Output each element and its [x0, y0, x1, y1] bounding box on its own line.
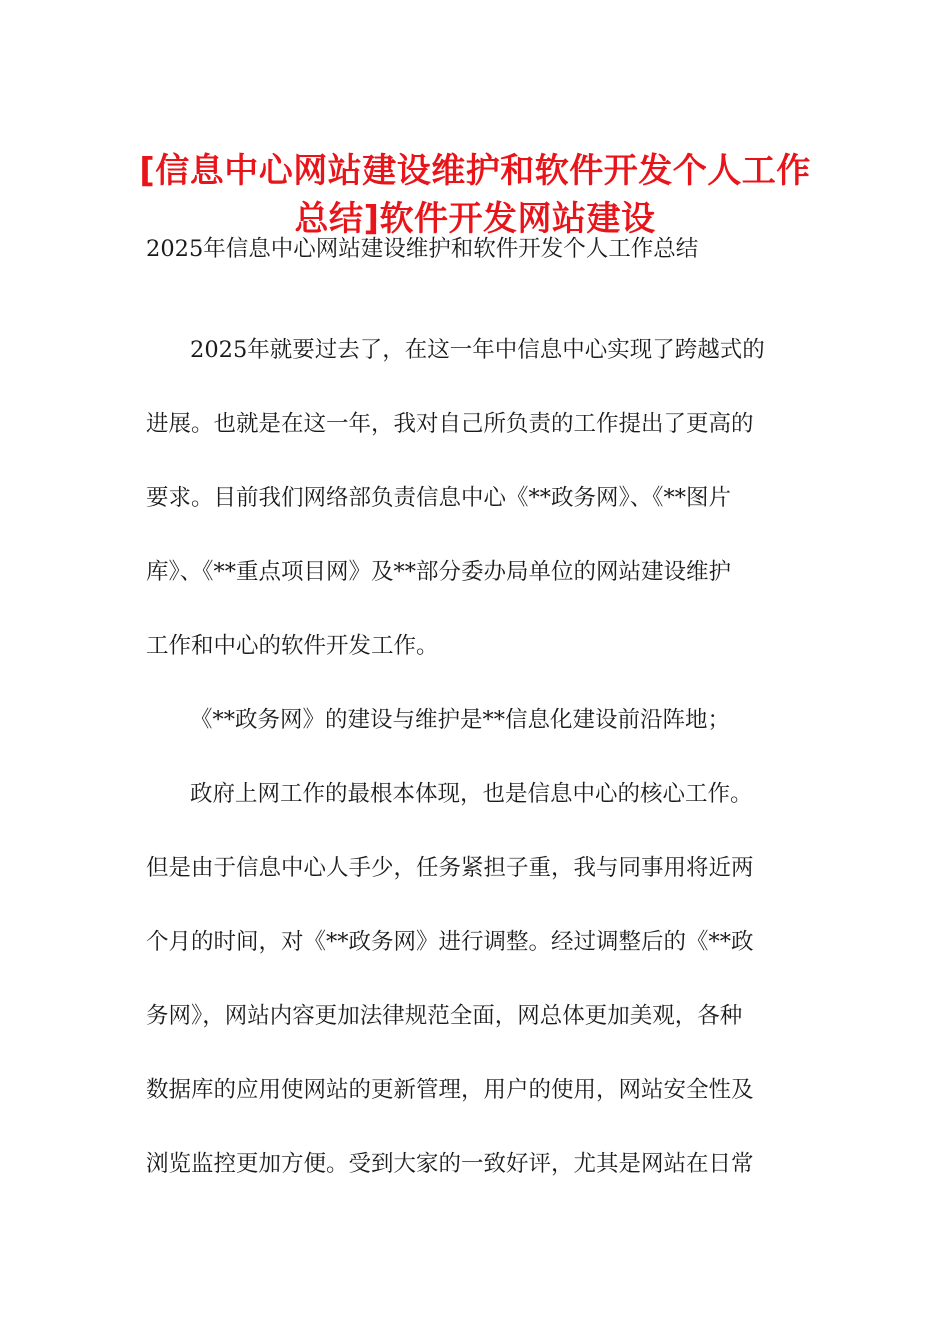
- body-line-10: 务网》，网站内容更加法律规范全面，网总体更加美观，各种: [146, 1003, 743, 1029]
- body-line-5: 工作和中心的软件开发工作。: [146, 633, 439, 659]
- body-line-12: 浏览监控更加方便。受到大家的一致好评，尤其是网站在日常: [146, 1151, 754, 1177]
- document-subtitle: 2025年信息中心网站建设维护和软件开发个人工作总结: [146, 236, 699, 262]
- body-line-2: 进展。也就是在这一年，我对自己所负责的工作提出了更高的: [146, 411, 754, 437]
- body-line-1: 2025年就要过去了，在这一年中信息中心实现了跨越式的: [190, 337, 765, 363]
- body-line-6: 《**政务网》的建设与维护是**信息化建设前沿阵地；: [190, 707, 731, 733]
- document-title-line-1: [信息中心网站建设维护和软件开发个人工作: [139, 151, 811, 191]
- body-line-4: 库》、《**重点项目网》及**部分委办局单位的网站建设维护: [146, 559, 732, 585]
- body-line-8: 但是由于信息中心人手少，任务紧担子重，我与同事用将近两: [146, 855, 754, 881]
- body-line-3: 要求。目前我们网络部负责信息中心《**政务网》、《**图片: [146, 485, 732, 511]
- body-line-7: 政府上网工作的最根本体现，也是信息中心的核心工作。: [190, 781, 753, 807]
- body-line-9: 个月的时间，对《**政务网》进行调整。经过调整后的《**政: [146, 929, 754, 955]
- body-line-11: 数据库的应用使网站的更新管理，用户的使用，网站安全性及: [146, 1077, 754, 1103]
- document-title-line-2: 总结]软件开发网站建设: [294, 199, 656, 239]
